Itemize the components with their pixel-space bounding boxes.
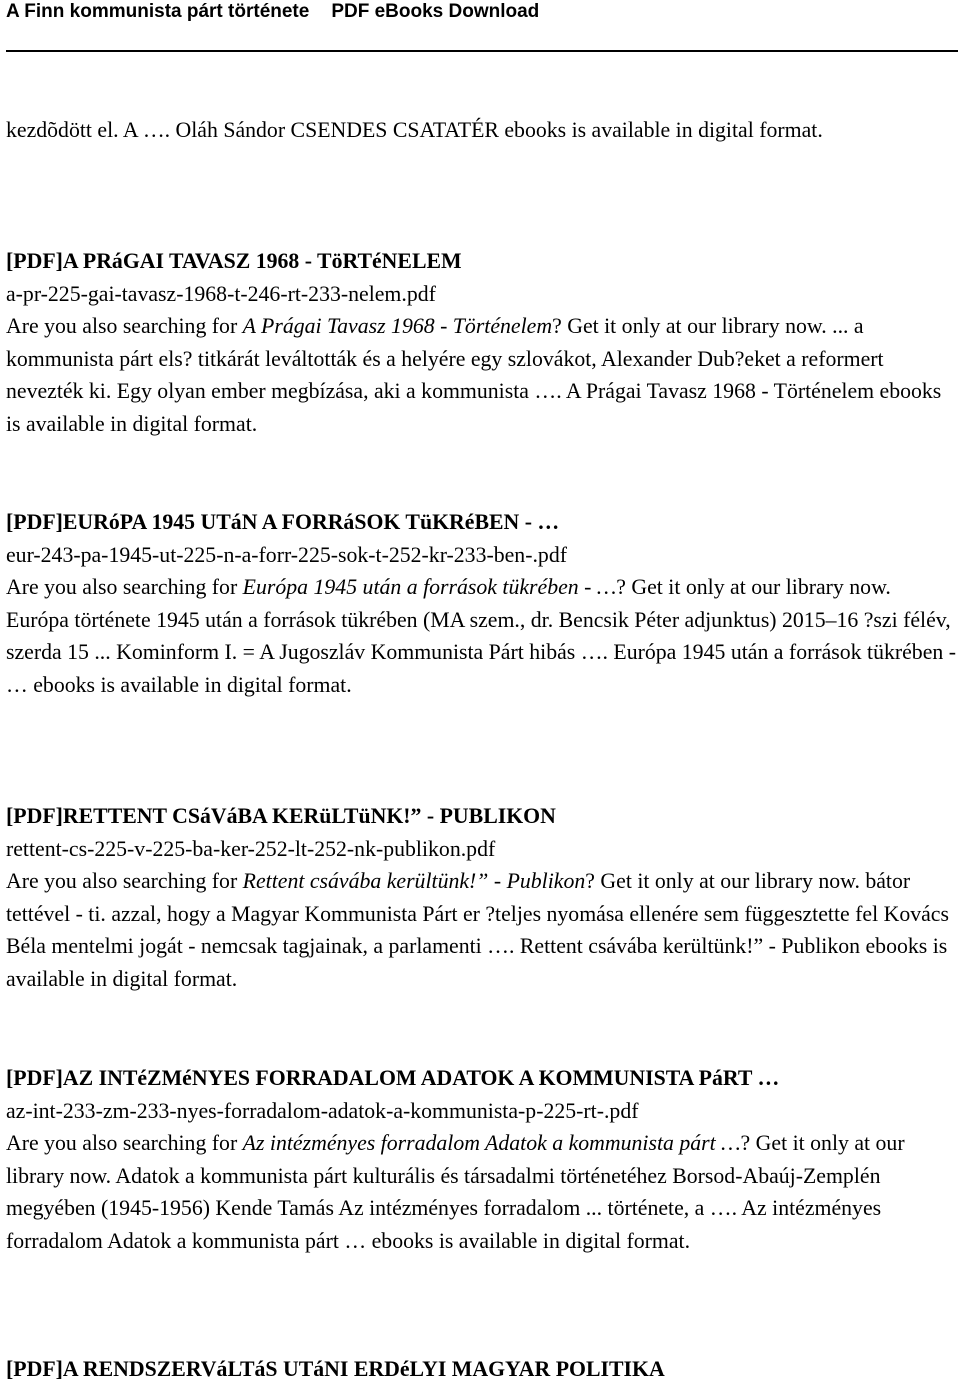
entry-description (6, 1127, 956, 1257)
search-term: Európa 1945 után a források tükrében - … (242, 575, 617, 600)
search-prefix: Are you also searching for (6, 1131, 243, 1156)
header-divider (6, 50, 958, 52)
search-prefix: Are you also searching for (6, 869, 243, 894)
header-title: A Finn kommunista párt története (6, 1, 310, 22)
search-suffix: ? Get it only at our library now. Adatok a kommunista párt kulturális és társadalmi történetéhez Borsod-Abaúj-Zemplén megyében (1945-1956) Kende Tamás Az intézményes forradalom ... története, a …. Az intézményes forradalom Adatok a kommunista párt … ebooks is available in digital format. (6, 1131, 905, 1253)
entry-1 (6, 245, 956, 441)
entry-filename[interactable]: az-int-233-zm-233-nyes-forradalom-adatok-a-kommunista-p-225-rt-.pdf (6, 1098, 639, 1123)
intro-paragraph (6, 114, 956, 147)
intro-text: kezdõdött el. A …. Oláh Sándor CSENDES CSATATÉR ebooks is available in digital format. (6, 118, 823, 142)
search-prefix: Are you also searching for (6, 314, 243, 339)
search-term: A Prágai Tavasz 1968 - Történelem (242, 314, 553, 339)
entry-4 (6, 1062, 956, 1258)
entry-filename[interactable]: rettent-cs-225-v-225-ba-ker-252-lt-252-nk-publikon.pdf (6, 836, 496, 861)
entry-filename[interactable]: eur-243-pa-1945-ut-225-n-a-forr-225-sok-t-252-kr-233-ben-.pdf (6, 542, 567, 567)
header-subtitle: PDF eBooks Download (331, 1, 540, 22)
search-prefix: Are you also searching for (6, 575, 243, 600)
entry-filename[interactable]: a-pr-225-gai-tavasz-1968-t-246-rt-233-nelem.pdf (6, 281, 436, 306)
page-header (6, 0, 539, 24)
entry-title[interactable]: [PDF]A RENDSZERVáLTáS UTáNI ERDéLYI MAGYAR POLITIKA (6, 1357, 665, 1381)
entry-5 (6, 1353, 956, 1386)
entry-2 (6, 506, 956, 702)
entry-3 (6, 800, 956, 996)
search-suffix: ? Get it only at our library now. ... a kommunista párt els? titkárát leváltották és a helyére egy szlovákot, Alexander Dub?eket a reformert nevezték ki. Egy olyan ember megbízása, aki a kommunista …. A Prágai Tavasz 1968 - Történelem ebooks is available in digital format. (6, 314, 942, 436)
entry-description (6, 865, 956, 995)
search-suffix: ? Get it only at our library now. bátor tettével - ti. azzal, hogy a Magyar Kommunista Párt er ?teljes nyomása ellenére sem függesztette fel Kovács Béla mentelmi jogát - nemcsak tagjainak, a parlamenti …. Rettent csávába kerültünk!” - Publikon ebooks is available in digital format. (6, 869, 949, 991)
search-term: Az intézményes forradalom Adatok a kommunista párt … (242, 1131, 741, 1156)
entry-title[interactable]: [PDF]EURóPA 1945 UTáN A FORRáSOK TüKRéBEN - … (6, 510, 560, 534)
entry-title[interactable]: [PDF]AZ INTéZMéNYES FORRADALOM ADATOK A KOMMUNISTA PáRT … (6, 1066, 780, 1090)
entry-description (6, 310, 956, 440)
entry-title[interactable]: [PDF]A PRáGAI TAVASZ 1968 - TöRTéNELEM (6, 249, 462, 273)
entry-title[interactable]: [PDF]RETTENT CSáVáBA KERüLTüNK!” - PUBLIKON (6, 804, 556, 828)
entry-description (6, 571, 956, 701)
search-term: Rettent csávába kerültünk!” - Publikon (242, 869, 586, 894)
search-suffix: ? Get it only at our library now. Európa története 1945 után a források tükrében (MA szem., dr. Bencsik Péter adjunktus) 2015–16 ?szi félév, szerda 15 ... Kominform I. = A Jugoszláv Kommunista Párt hibás …. Európa 1945 után a források tükrében - … ebooks is available in digital format. (6, 575, 956, 697)
